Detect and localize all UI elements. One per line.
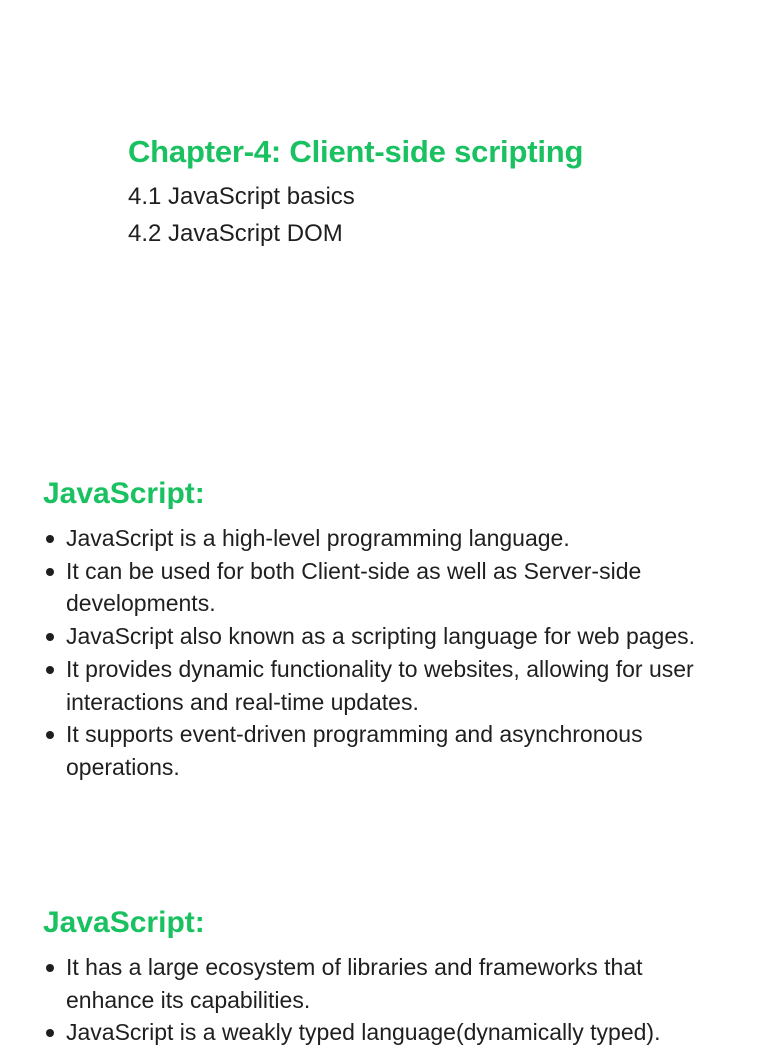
toc-item: 4.2 JavaScript DOM	[128, 220, 343, 247]
list-item-text: It provides dynamic functionality to websites, allowing for user interactions and real-time updates.	[66, 655, 694, 715]
bullet-list	[0, 951, 768, 1049]
bullet-icon	[46, 633, 54, 641]
list-item	[0, 555, 768, 620]
list-item-text: JavaScript also known as a scripting language for web pages.	[66, 623, 696, 650]
list-item-text: It has a large ecosystem of libraries and frameworks that enhance its capabilities.	[66, 954, 643, 1013]
list-item-text: JavaScript is a high-level programming language.	[66, 525, 570, 551]
bullet-icon	[46, 964, 54, 972]
list-item	[0, 522, 768, 555]
list-item	[0, 1016, 768, 1049]
bullet-icon	[46, 666, 54, 674]
list-item	[0, 951, 768, 1016]
section-heading: JavaScript:	[43, 477, 205, 510]
list-item-text: It supports event-driven programming and asynchronous operations.	[66, 721, 643, 780]
list-item-text: It can be used for both Client-side as well as Server-side developments.	[66, 557, 642, 617]
bullet-icon	[46, 1029, 54, 1037]
bullet-list	[0, 522, 768, 784]
javascript-section	[0, 474, 768, 784]
chapter-toc	[128, 130, 728, 252]
javascript-section	[0, 903, 768, 1049]
list-item	[0, 620, 768, 653]
bullet-icon	[46, 535, 54, 543]
chapter-title: Chapter-4: Client-side scripting	[128, 134, 584, 169]
list-item-text: JavaScript is a weakly typed language(dynamically typed).	[66, 1019, 661, 1046]
bullet-icon	[46, 731, 54, 739]
list-item	[0, 653, 768, 718]
list-item	[0, 718, 768, 783]
section-heading: JavaScript:	[43, 906, 205, 939]
bullet-icon	[46, 568, 54, 576]
toc-item: 4.1 JavaScript basics	[128, 183, 355, 210]
toc-list	[128, 178, 728, 252]
